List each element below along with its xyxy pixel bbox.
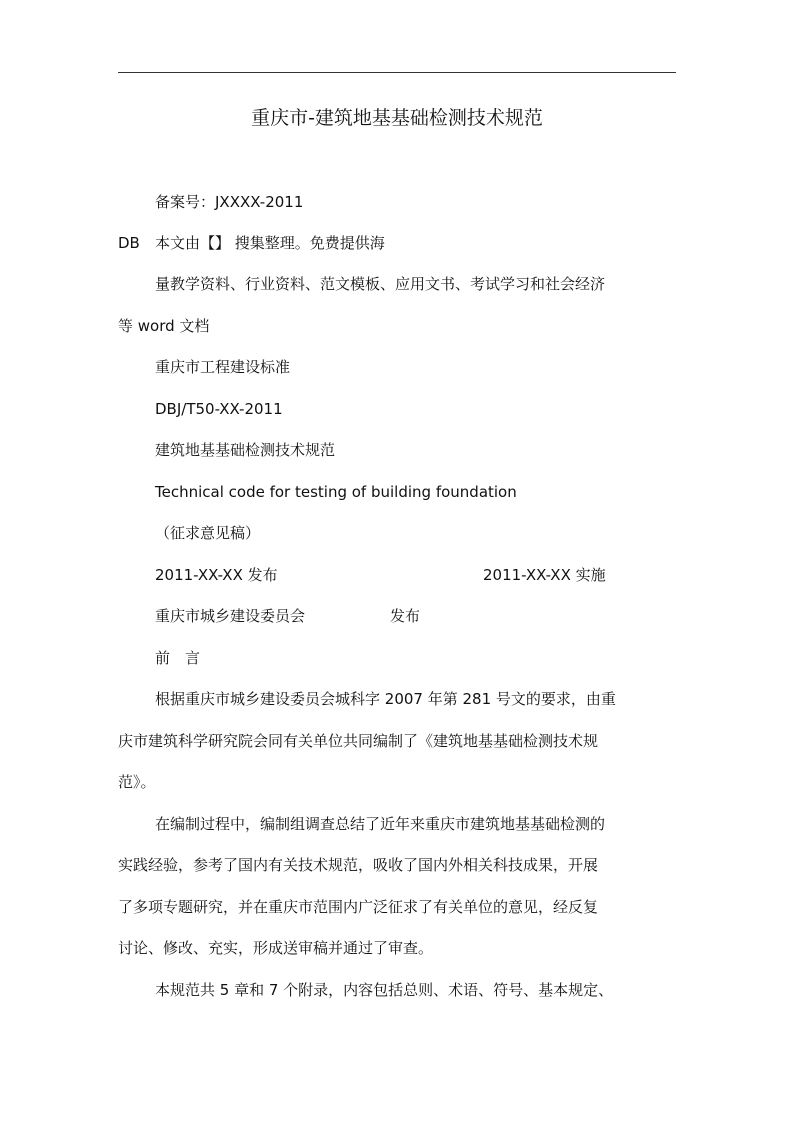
para1-line-3: 范》。 xyxy=(118,773,156,791)
para1-line-2: 庆市建筑科学研究院会同有关单位共同编制了《建筑地基基础检测技术规 xyxy=(118,732,599,750)
record-number: 备案号：JXXXX-2011 xyxy=(155,193,304,211)
para2-line-3: 了多项专题研究，并在重庆市范围内广泛征求了有关单位的意见，经反复 xyxy=(118,898,599,916)
draft-status: （征求意见稿） xyxy=(155,524,261,542)
notice-line-2: 量教学资料、行业资料、范文模板、应用文书、考试学习和社会经济 xyxy=(155,275,606,293)
publish-date: 2011-XX-XX 发布 xyxy=(155,566,278,584)
preface-heading: 前 言 xyxy=(155,649,201,667)
publisher-action: 发布 xyxy=(390,607,421,625)
standard-name-en: Technical code for testing of building foundation xyxy=(155,483,517,501)
para2-line-1: 在编制过程中，编制组调查总结了近年来重庆市建筑地基基础检测的 xyxy=(155,815,606,833)
header-rule xyxy=(118,72,676,73)
standard-org: 重庆市工程建设标准 xyxy=(155,358,291,376)
document-title: 重庆市-建筑地基基础检测技术规范 xyxy=(251,107,543,129)
para1-line-1: 根据重庆市城乡建设委员会城科字 2007 年第 281 号文的要求，由重 xyxy=(155,690,616,708)
db-prefix: DB xyxy=(118,234,140,252)
para2-line-2: 实践经验，参考了国内有关技术规范，吸收了国内外相关科技成果，开展 xyxy=(118,856,599,874)
effective-date: 2011-XX-XX 实施 xyxy=(483,566,606,584)
publisher: 重庆市城乡建设委员会 xyxy=(155,607,306,625)
notice-line-3: 等 word 文档 xyxy=(118,317,210,335)
notice-line-1: 本文由【】 搜集整理。免费提供海 xyxy=(155,234,385,252)
para3-line-1: 本规范共 5 章和 7 个附录，内容包括总则、术语、符号、基本规定、 xyxy=(155,981,614,999)
standard-code: DBJ/T50-XX-2011 xyxy=(155,400,283,418)
standard-name-cn: 建筑地基基础检测技术规范 xyxy=(155,441,336,459)
para2-line-4: 讨论、修改、充实，形成送审稿并通过了审查。 xyxy=(118,939,434,957)
